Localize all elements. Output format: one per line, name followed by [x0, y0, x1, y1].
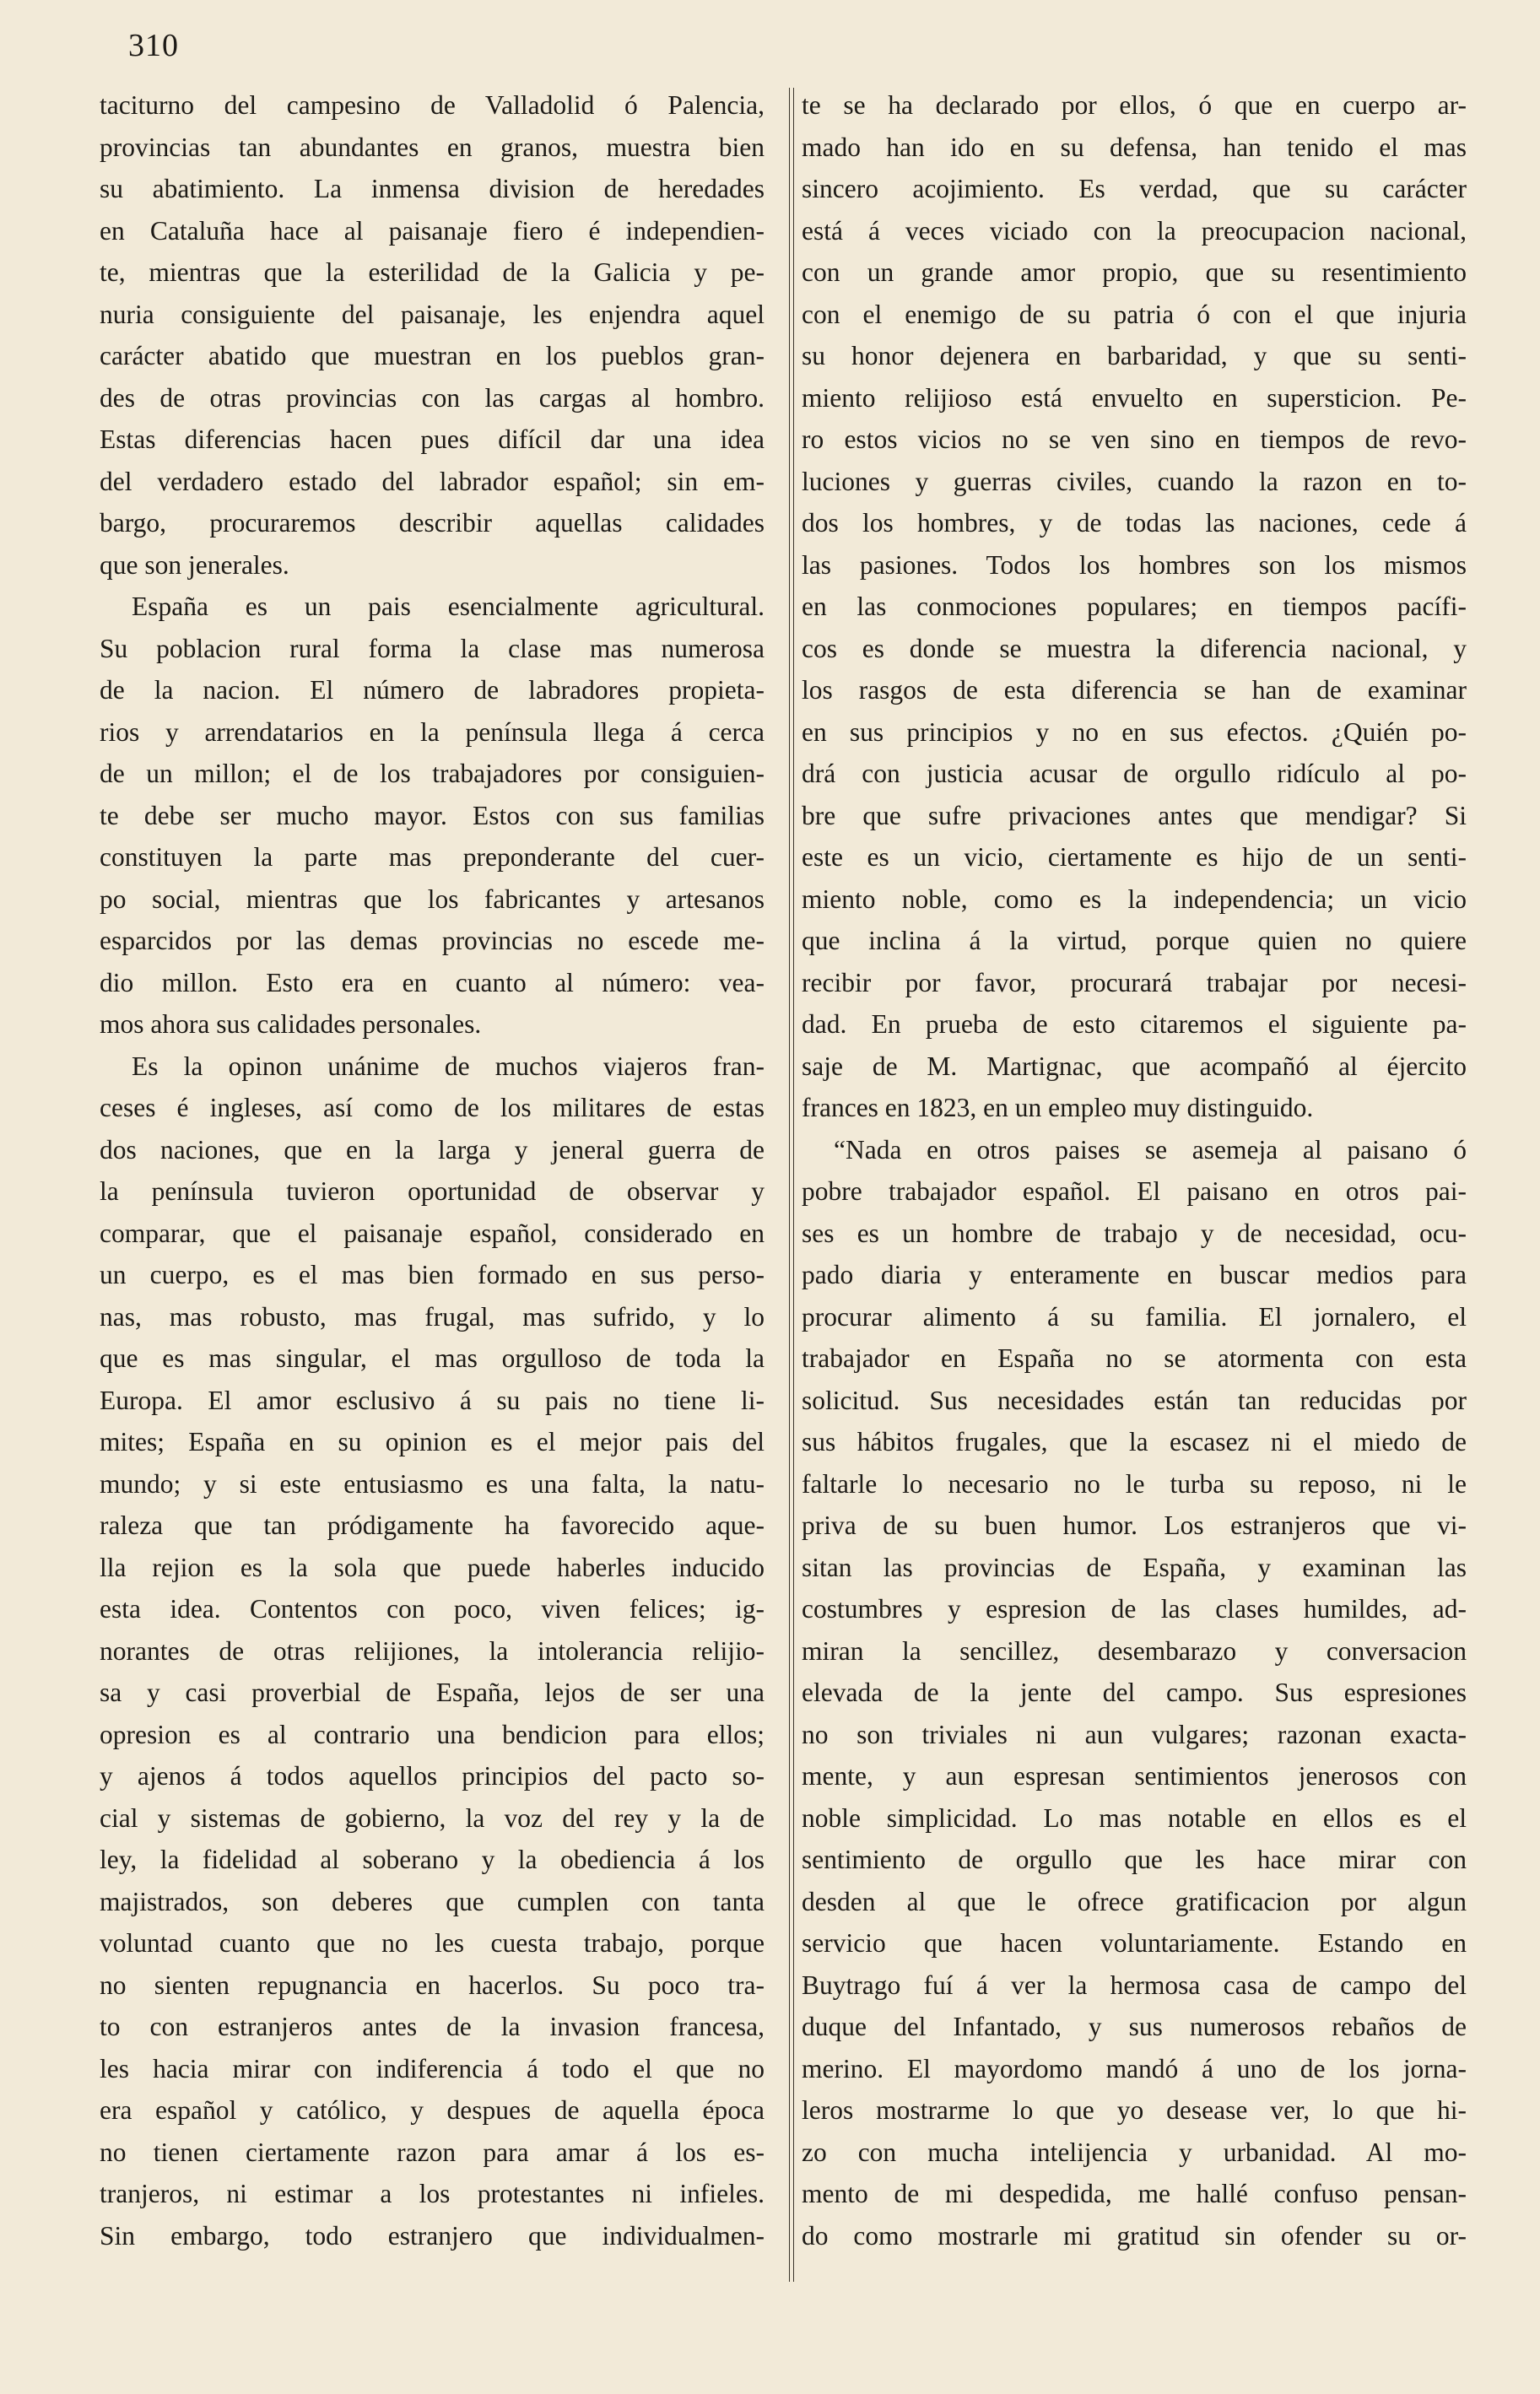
text-line: en sus principios y no en sus efectos. ¿Quién po-	[802, 716, 1467, 747]
text-line: mente, y aun espresan sentimientos jenerosos con	[802, 1761, 1467, 1791]
text-line: ro estos vicios no se ven sino en tiempos de revo-	[802, 424, 1467, 454]
text-line: su abatimiento. La inmensa division de heredades	[100, 174, 765, 203]
text-line: bre que sufre privaciones antes que mendigar? Si	[802, 800, 1467, 830]
text-line: mundo; y si este entusiasmo es una falta, la natu-	[100, 1468, 765, 1499]
text-line: Estas diferencias hacen pues difícil dar una idea	[100, 424, 765, 454]
text-line: merino. El mayordomo mandó á uno de los jorna-	[802, 2053, 1467, 2083]
text-line: España es un pais esencialmente agricultural.	[132, 592, 765, 621]
text-line: to con estranjeros antes de la invasion francesa,	[100, 2012, 765, 2041]
text-line: sincero acojimiento. Es verdad, que su carácter	[802, 174, 1467, 203]
text-line: les hacia mirar con indiferencia á todo el que no	[100, 2053, 765, 2083]
text-line: taciturno del campesino de Valladolid ó Palencia,	[100, 90, 765, 120]
text-line: la península tuvieron oportunidad de observar y	[100, 1176, 765, 1206]
text-line: mado han ido en su defensa, han tenido el mas	[802, 132, 1467, 162]
text-line: ley, la fidelidad al soberano y la obediencia á los	[100, 1845, 765, 1874]
text-line: que inclina á la virtud, porque quien no quiere	[802, 926, 1467, 955]
text-line: que son jenerales.	[100, 549, 289, 580]
text-line: Su poblacion rural forma la clase mas numerosa	[100, 633, 765, 663]
text-line: ceses é ingleses, así como de los militares de estas	[100, 1093, 765, 1122]
text-line: mos ahora sus calidades personales.	[100, 1009, 482, 1039]
text-line: miento relijioso está envuelto en supersticion. Pe-	[802, 382, 1467, 413]
text-line: opresion es al contrario una bendicion para ellos;	[100, 1719, 765, 1749]
text-line: drá con justicia acusar de orgullo ridículo al po-	[802, 759, 1467, 788]
text-line: los rasgos de esta diferencia se han de examinar	[802, 675, 1467, 705]
text-line: te se ha declarado por ellos, ó que en cuerpo ar-	[802, 90, 1467, 120]
text-line: des de otras provincias con las cargas al hombro.	[100, 382, 765, 413]
text-line: raleza que tan pródigamente ha favorecido aque-	[100, 1510, 765, 1540]
text-line: sa y casi proverbial de España, lejos de ser una	[100, 1678, 765, 1707]
text-line: carácter abatido que muestran en los pueblos gran-	[100, 341, 765, 370]
column-divider	[789, 88, 794, 2282]
text-line: que es mas singular, el mas orgulloso de toda la	[100, 1343, 765, 1373]
text-line: pado diaria y enteramente en buscar medios para	[802, 1260, 1467, 1289]
text-line: te debe ser mucho mayor. Estos con sus familias	[100, 800, 765, 830]
text-line: no son triviales ni aun vulgares; razonan exacta-	[802, 1719, 1467, 1749]
text-line: dos los hombres, y de todas las naciones, cede á	[802, 508, 1467, 538]
text-line: mento de mi despedida, me hallé confuso pensan-	[802, 2179, 1467, 2208]
text-line: miento noble, como es la independencia; un vicio	[802, 884, 1467, 914]
text-line: servicio que hacen voluntariamente. Estando en	[802, 1928, 1467, 1958]
text-line: te, mientras que la esterilidad de la Galicia y pe-	[100, 257, 765, 287]
left-column	[100, 84, 765, 2256]
text-line: bargo, procuraremos describir aquellas calidades	[100, 508, 765, 538]
text-line: su honor dejenera en barbaridad, y que su senti-	[802, 341, 1467, 370]
text-line: majistrados, son deberes que cumplen con tanta	[100, 1886, 765, 1916]
text-line: tranjeros, ni estimar a los protestantes ni infieles.	[100, 2179, 765, 2208]
text-line: nuria consiguiente del paisanaje, les enjendra aquel	[100, 299, 765, 329]
text-line: rios y arrendatarios en la península llega á cerca	[100, 716, 765, 747]
text-line: dos naciones, que en la larga y jeneral guerra de	[100, 1134, 765, 1165]
text-line: constituyen la parte mas preponderante del cuer-	[100, 842, 765, 872]
text-line: del verdadero estado del labrador español; sin em-	[100, 466, 765, 496]
text-line: do como mostrarle mi gratitud sin ofender su or-	[802, 2220, 1467, 2251]
text-line: comparar, que el paisanaje español, considerado en	[100, 1218, 765, 1248]
text-line: sus hábitos frugales, que la escasez ni el miedo de	[802, 1427, 1467, 1456]
text-line: no tienen ciertamente razon para amar á los es-	[100, 2137, 765, 2167]
text-line: no sienten repugnancia en hacerlos. Su poco tra-	[100, 1970, 765, 2000]
text-line: en Cataluña hace al paisanaje fiero é independien-	[100, 215, 765, 246]
text-line: está á veces viciado con la preocupacion nacional,	[802, 215, 1467, 246]
text-line: faltarle lo necesario no le turba su reposo, ni le	[802, 1468, 1467, 1499]
text-line: po social, mientras que los fabricantes y artesanos	[100, 884, 765, 914]
text-line: noble simplicidad. Lo mas notable en ellos es el	[802, 1802, 1467, 1833]
text-line: ses es un hombre de trabajo y de necesidad, ocu-	[802, 1218, 1467, 1248]
text-line: y ajenos á todos aquellos principios del pacto so-	[100, 1761, 765, 1791]
text-line: voluntad cuanto que no les cuesta trabajo, porque	[100, 1928, 765, 1958]
text-line: procurar alimento á su familia. El jornalero, el	[802, 1301, 1467, 1332]
text-line: saje de M. Martignac, que acompañó al éjercito	[802, 1051, 1467, 1081]
text-line: Sin embargo, todo estranjero que individualmen-	[100, 2220, 765, 2251]
text-line: sentimiento de orgullo que les hace mirar con	[802, 1845, 1467, 1874]
text-line: era español y católico, y despues de aquella época	[100, 2095, 765, 2125]
text-line: dad. En prueba de esto citaremos el siguiente pa-	[802, 1009, 1467, 1039]
text-line: esparcidos por las demas provincias no escede me-	[100, 926, 765, 955]
text-line: luciones y guerras civiles, cuando la razon en to-	[802, 466, 1467, 496]
text-line: duque del Infantado, y sus numerosos rebaños de	[802, 2012, 1467, 2041]
text-line: zo con mucha intelijencia y urbanidad. Al mo-	[802, 2137, 1467, 2167]
text-line: “Nada en otros paises se asemeja al paisano ó	[834, 1134, 1467, 1165]
text-line: provincias tan abundantes en granos, muestra bien	[100, 132, 765, 162]
text-line: mites; España en su opinion es el mejor pais del	[100, 1427, 765, 1456]
text-line: cial y sistemas de gobierno, la voz del rey y la de	[100, 1802, 765, 1833]
text-line: las pasiones. Todos los hombres son los mismos	[802, 549, 1467, 580]
page-number: 310	[128, 28, 179, 63]
text-line: Buytrago fuí á ver la hermosa casa de campo del	[802, 1970, 1467, 2000]
text-line: esta idea. Contentos con poco, viven felices; ig-	[100, 1594, 765, 1624]
text-line: norantes de otras relijiones, la intolerancia relijio-	[100, 1635, 765, 1666]
text-line: trabajador en España no se atormenta con esta	[802, 1343, 1467, 1373]
text-line: pobre trabajador español. El paisano en otros pai-	[802, 1176, 1467, 1206]
text-line: priva de su buen humor. Los estranjeros que vi-	[802, 1510, 1467, 1540]
text-line: frances en 1823, en un empleo muy distinguido.	[802, 1093, 1314, 1122]
text-line: solicitud. Sus necesidades están tan reducidas por	[802, 1385, 1467, 1415]
text-line: este es un vicio, ciertamente es hijo de un senti-	[802, 842, 1467, 872]
text-line: dio millon. Esto era en cuanto al número: vea-	[100, 967, 765, 997]
text-line: un cuerpo, es el mas bien formado en sus perso-	[100, 1260, 765, 1289]
text-line: de la nacion. El número de labradores propieta-	[100, 675, 765, 705]
text-line: lla rejion es la sola que puede haberles inducido	[100, 1552, 765, 1582]
text-line: leros mostrarme lo que yo desease ver, lo que hi-	[802, 2095, 1467, 2125]
text-line: recibir por favor, procurará trabajar por necesi-	[802, 967, 1467, 997]
text-line: de un millon; el de los trabajadores por consiguien-	[100, 759, 765, 788]
text-line: con un grande amor propio, que su resentimiento	[802, 257, 1467, 287]
text-line: elevada de la jente del campo. Sus espresiones	[802, 1678, 1467, 1707]
right-column	[802, 84, 1467, 2256]
text-line: cos es donde se muestra la diferencia nacional, y	[802, 633, 1467, 663]
text-line: Es la opinon unánime de muchos viajeros fran-	[132, 1051, 765, 1081]
text-line: con el enemigo de su patria ó con el que injuria	[802, 299, 1467, 329]
text-line: nas, mas robusto, mas frugal, mas sufrido, y lo	[100, 1301, 765, 1332]
text-line: costumbres y espresion de las clases humildes, ad-	[802, 1594, 1467, 1624]
text-line: desden al que le ofrece gratificacion por algun	[802, 1886, 1467, 1916]
text-line: miran la sencillez, desembarazo y conversacion	[802, 1635, 1467, 1666]
text-line: Europa. El amor esclusivo á su pais no tiene li-	[100, 1385, 765, 1415]
text-line: sitan las provincias de España, y examinan las	[802, 1552, 1467, 1582]
text-line: en las conmociones populares; en tiempos pacífi-	[802, 592, 1467, 621]
